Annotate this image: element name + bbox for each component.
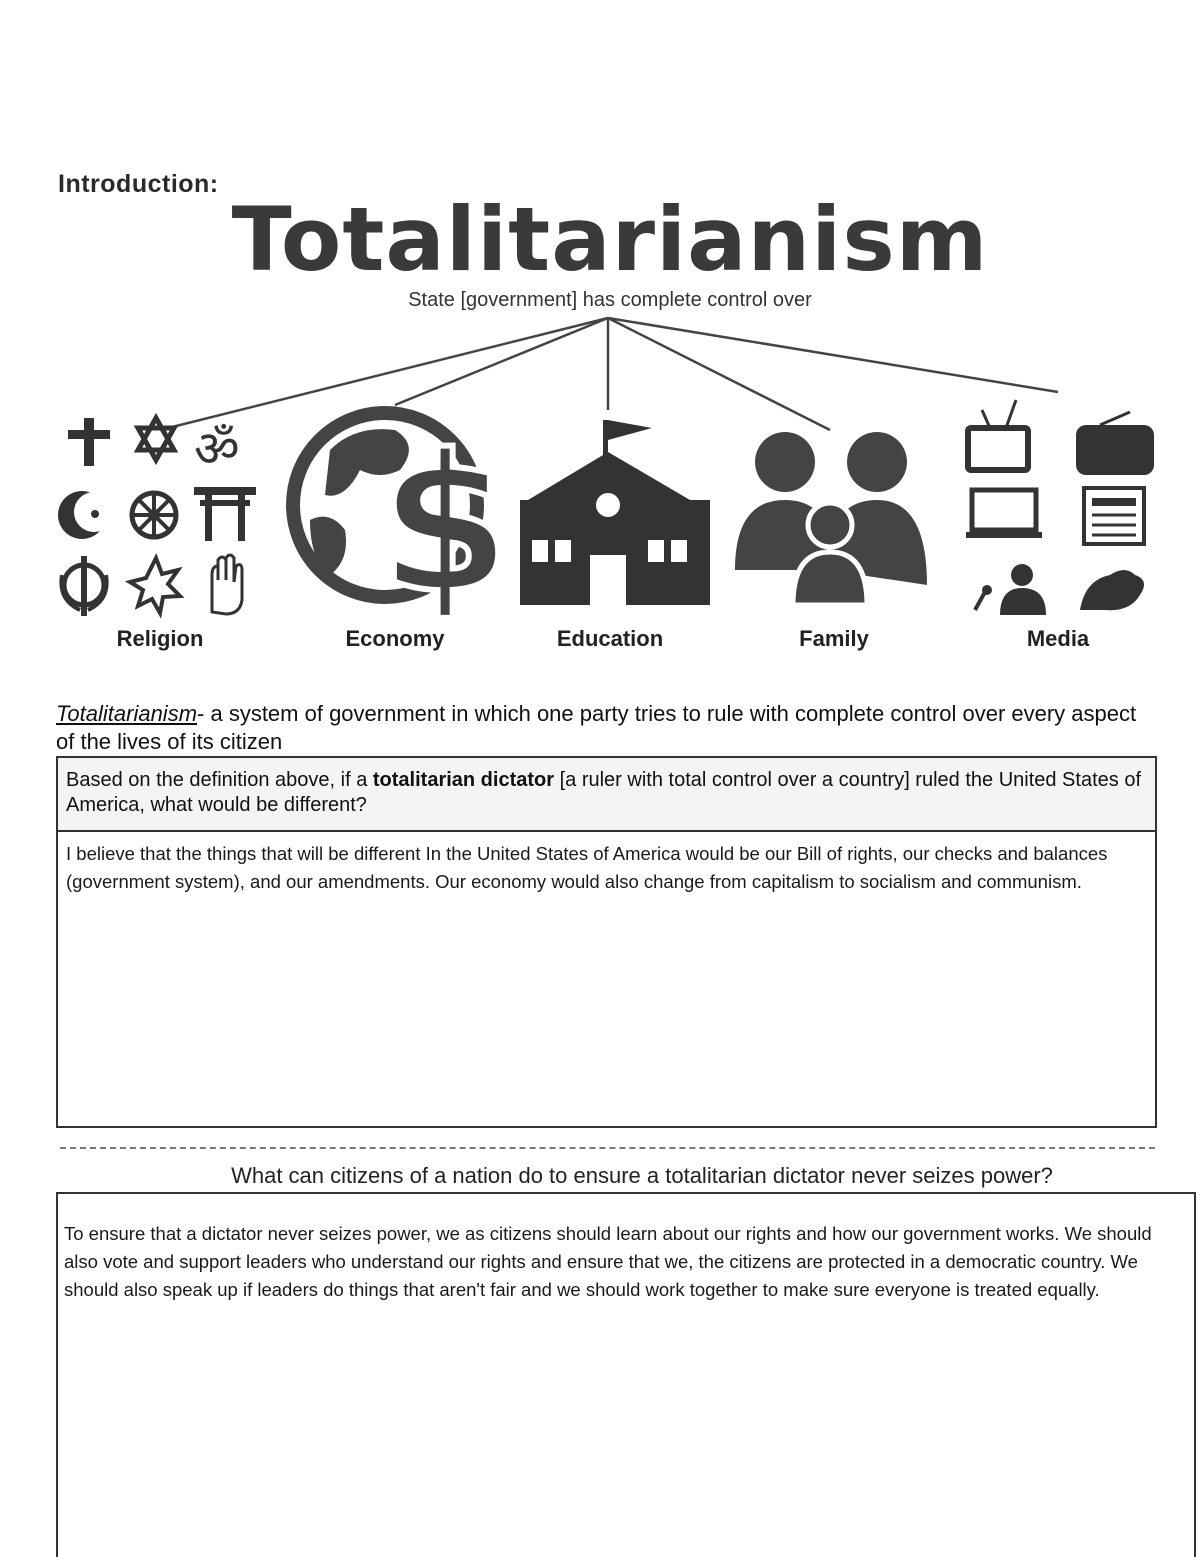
- category-label-media: Media: [1026, 626, 1090, 651]
- globe-dollar-icon: [293, 413, 511, 630]
- svg-text:$: $: [378, 414, 512, 630]
- connector-lines: [160, 318, 1058, 430]
- category-label-education: Education: [556, 626, 664, 651]
- question-1-suffix: [a ruler with total control over a country] ruled the United States of America, what would be different?: [66, 769, 1141, 816]
- media-devices-icon: [966, 400, 1154, 615]
- religion-symbols-icon: [58, 418, 256, 616]
- answer-2-text[interactable]: To ensure that a dictator never seizes power, we as citizens should learn about our rights and how our government works. We should also vote and support leaders who understand our rights and ensure that we, the citizens are protected in a democratic country. We should also speak up if leaders do things that aren't fair and we should work together to make sure everyone is treated equally.: [64, 1223, 1152, 1300]
- question-1-box: [56, 756, 1157, 1128]
- question-2-prompt: What can citizens of a nation do to ensure a totalitarian dictator never seizes power?: [231, 1163, 1053, 1188]
- definition: [56, 700, 1146, 756]
- intro-label: Introduction:: [58, 170, 219, 198]
- page-title: Totalitarianism: [231, 188, 989, 291]
- question-1-bold: totalitarian dictator: [372, 769, 555, 791]
- subtitle: State [government] has complete control over: [408, 289, 812, 311]
- section-divider: [60, 1147, 1155, 1149]
- answer-1-text[interactable]: I believe that the things that will be different In the United States of America would be our Bill of rights, our checks and balances (government system), and our amendments. Our economy would also change from capitalism to socialism and communism.: [66, 843, 1108, 892]
- definition-text: - a system of government in which one party tries to rule with complete control over every aspect of the lives of its citizen: [56, 701, 1137, 754]
- question-1-prompt: [58, 758, 1155, 832]
- concept-diagram: [0, 310, 1200, 630]
- category-label-economy: Economy: [345, 626, 445, 651]
- question-2-box: [56, 1192, 1196, 1557]
- question-1-prefix: Based on the definition above, if a: [66, 769, 373, 791]
- category-label-religion: Religion: [116, 626, 204, 651]
- svg-text:ॐ: ॐ: [194, 420, 240, 478]
- family-people-icon: [735, 432, 927, 605]
- category-label-family: Family: [799, 626, 869, 651]
- definition-term: Totalitarianism: [56, 701, 198, 726]
- school-building-icon: [520, 420, 710, 605]
